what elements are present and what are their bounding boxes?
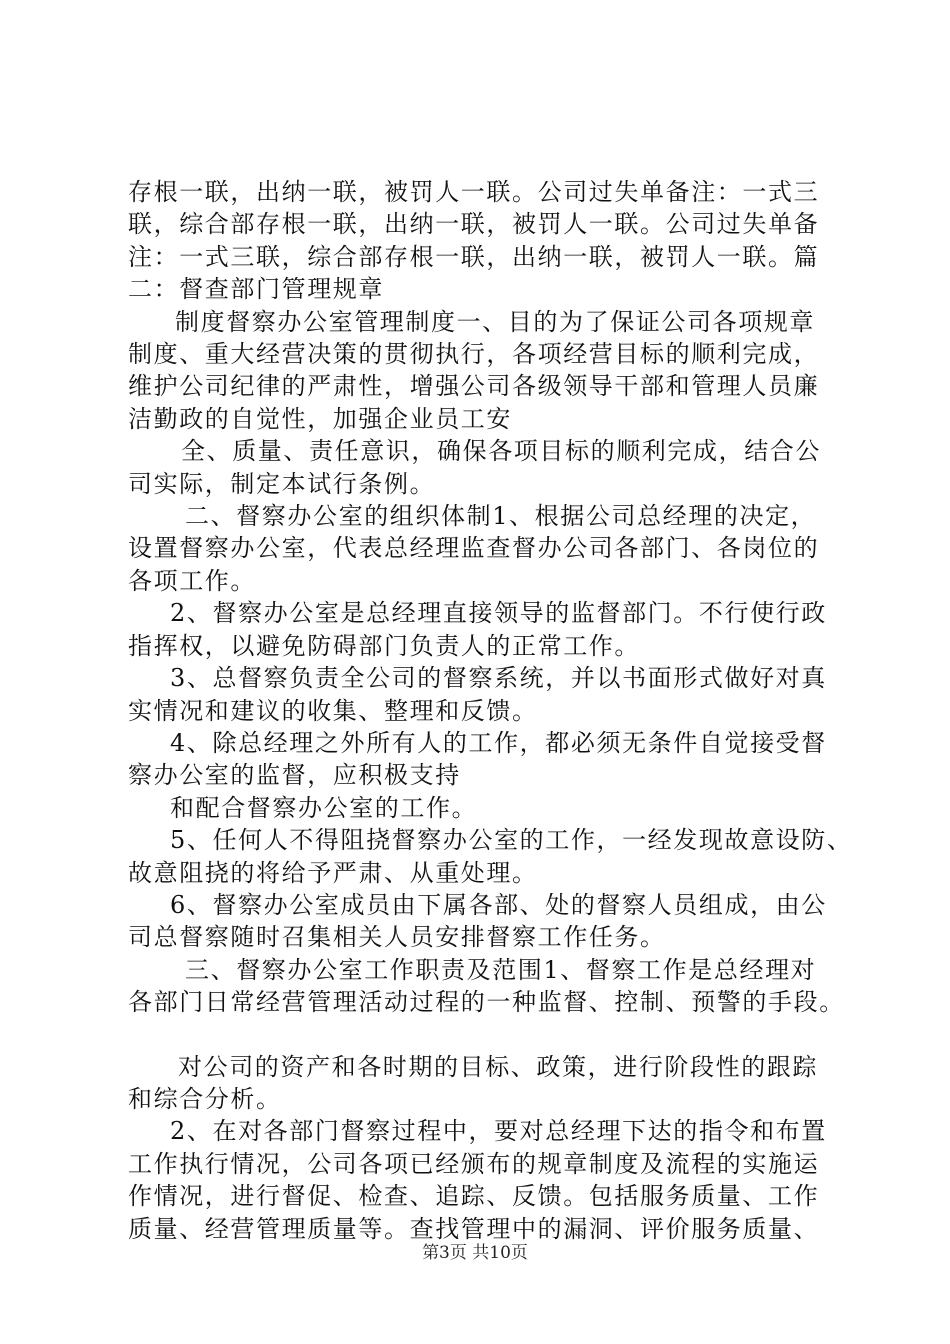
text-line: 2、在对各部门督察过程中，要对总经理下达的指令和布置 — [170, 1117, 827, 1146]
text-line: 2、督察办公室是总经理直接领导的监督部门。不行使行政 — [170, 599, 827, 628]
text-line: 洁勤政的自觉性，加强企业员工安 — [128, 404, 512, 433]
text-line: 3、总督察负责全公司的督察系统，并以书面形式做好对真 — [170, 664, 827, 693]
text-line: 各部门日常经营管理活动过程的一种监督、控制、预警的手段。 — [128, 988, 845, 1017]
text-line: 和配合督察办公室的工作。 — [170, 793, 478, 822]
text-line: 二、督察办公室的组织体制1、根据公司总经理的决定， — [185, 502, 817, 531]
text-line: 司实际，制定本试行条例。 — [128, 469, 436, 498]
text-line: 对公司的资产和各时期的目标、政策，进行阶段性的跟踪 — [178, 1052, 818, 1081]
text-line: 三、督察办公室工作职责及范围1、督察工作是总经理对 — [185, 955, 817, 984]
text-line: 制度、重大经营决策的贯彻执行，各项经营目标的顺利完成， — [128, 340, 820, 369]
text-line: 和综合分析。 — [128, 1084, 282, 1113]
text-line: 各项工作。 — [128, 566, 256, 595]
text-line: 维护公司纪律的严肃性，增强公司各级领导干部和管理人员廉 — [128, 372, 820, 401]
text-line: 质量、经营管理质量等。查找管理中的漏洞、评价服务质量、 — [128, 1214, 820, 1243]
text-line: 故意阻挠的将给予严肃、从重处理。 — [128, 858, 538, 887]
text-line: 作情况，进行督促、检查、追踪、反馈。包括服务质量、工作 — [128, 1182, 820, 1211]
text-line: 全、质量、责任意识，确保各项目标的顺利完成，结合公 — [181, 437, 821, 466]
text-line: 察办公室的监督，应积极支持 — [128, 761, 461, 790]
text-line: 存根一联，出纳一联，被罚人一联。公司过失单备注：一式三 — [128, 178, 820, 206]
text-line: 6、督察办公室成员由下属各部、处的督察人员组成，由公 — [170, 890, 827, 919]
text-line: 工作执行情况，公司各项已经颁布的规章制度及流程的实施运 — [128, 1149, 820, 1178]
paragraph-gap — [128, 1019, 840, 1051]
text-line: 制度督察办公室管理制度一、目的为了保证公司各项规章 — [175, 307, 815, 336]
document-body — [128, 176, 853, 1245]
section-heading-line: 二：督查部门管理规章 — [128, 275, 384, 304]
text-line: 4、除总经理之外所有人的工作，都必须无条件自觉接受督 — [170, 728, 827, 757]
page-number-footer: 第3页 共10页 — [422, 1243, 528, 1263]
text-line: 注：一式三联，综合部存根一联，出纳一联，被罚人一联。篇 — [128, 242, 820, 271]
text-line: 5、任何人不得阻挠督察办公室的工作，一经发现故意设防、 — [170, 826, 853, 855]
text-line: 实情况和建议的收集、整理和反馈。 — [128, 696, 538, 725]
text-line: 设置督察办公室，代表总经理监查督办公司各部门、各岗位的 — [128, 534, 820, 563]
text-line: 指挥权，以避免防碍部门负责人的正常工作。 — [128, 631, 640, 660]
text-line: 联，综合部存根一联，出纳一联，被罚人一联。公司过失单备 — [128, 210, 820, 239]
text-line: 司总督察随时召集相关人员安排督察工作任务。 — [128, 923, 666, 952]
